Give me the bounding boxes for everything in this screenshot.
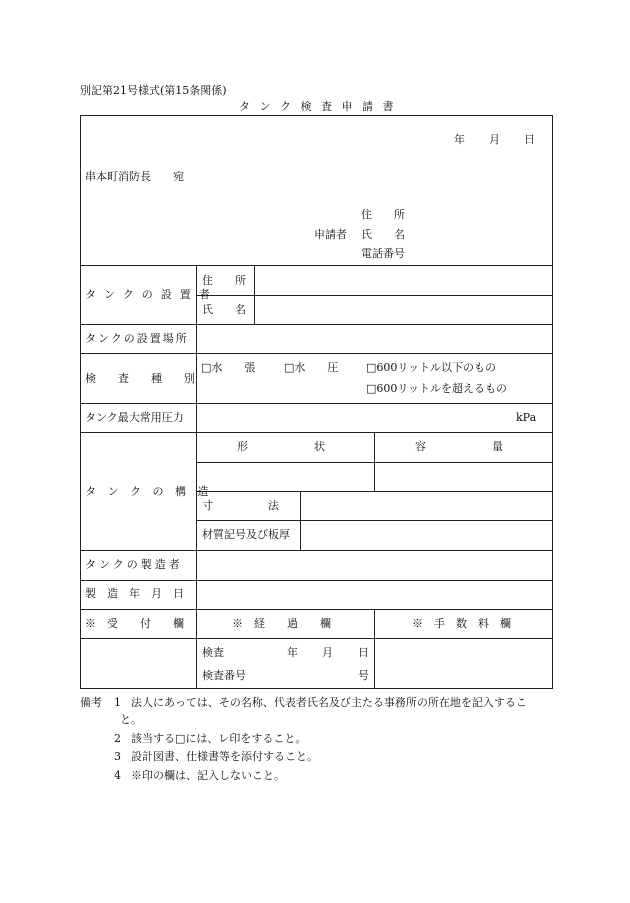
option-water-fill[interactable]: □水 張 (201, 361, 256, 374)
fee-header: ※ 手 数 料 欄 (412, 617, 511, 630)
pressure-unit: kPa (516, 411, 537, 424)
note-2-text: 該当する□には、レ印をすること。 (131, 732, 307, 745)
form-frame (80, 115, 553, 689)
applicant-phone-label: 電話番号 (361, 247, 405, 260)
form-reference: 別記第21号様式(第15条関係) (80, 84, 227, 97)
option-water-pressure[interactable]: □水 圧 (284, 361, 339, 374)
manufacturer-label: タンクの製造者 (85, 558, 183, 571)
note-1-continuation: と。 (120, 713, 142, 726)
capacity-header: 容 量 (415, 440, 503, 453)
note-2-number: 2 (114, 732, 121, 745)
inspection-number-suffix: 号 (358, 669, 369, 682)
installer-label: タンクの設置者 (85, 288, 218, 301)
applicant-label: 申請者 (314, 228, 347, 241)
note-4-text: ※印の欄は、記入しないこと。 (131, 769, 285, 782)
installer-name-label: 氏 名 (202, 303, 246, 316)
option-under-600[interactable]: □600リットル以下のもの (366, 361, 496, 374)
installer-address-label: 住 所 (202, 274, 246, 287)
dimensions-label: 寸 法 (202, 499, 279, 512)
inspection-type-label: 検 査 種 別 (85, 372, 195, 385)
note-1-number: 1 (114, 696, 121, 709)
location-label: タンクの設置場所 (85, 332, 189, 345)
applicant-name-label: 氏 名 (361, 228, 405, 241)
structure-label: タ ン ク の 構 造 (85, 485, 213, 498)
date-year-label: 年 (454, 133, 465, 146)
notes-label: 備考 (80, 696, 102, 709)
reception-header: ※ 受 付 欄 (85, 617, 184, 630)
material-label: 材質記号及び板厚 (202, 528, 290, 541)
note-1-text: 法人にあっては、その名称、代表者氏名及び主たる事務所の所在地を記入するこ (131, 696, 527, 709)
progress-header: ※ 経 過 欄 (232, 617, 331, 630)
date-day-label: 日 (524, 133, 535, 146)
inspection-month: 月 (322, 646, 333, 659)
addressee: 串本町消防長 宛 (85, 170, 184, 183)
manufacture-date-label: 製 造 年 月 日 (85, 587, 184, 600)
inspection-day: 日 (358, 646, 369, 659)
note-3-text: 設計図書、仕様書等を添付すること。 (131, 750, 318, 763)
applicant-address-label: 住 所 (361, 208, 405, 221)
date-month-label: 月 (489, 133, 500, 146)
max-pressure-label: タンク最大常用圧力 (85, 411, 184, 424)
note-4-number: 4 (114, 769, 121, 782)
inspection-number-label: 検査番号 (202, 669, 246, 682)
form-title: タ ン ク 検 査 申 請 書 (239, 100, 397, 113)
inspection-label: 検査 (202, 646, 224, 659)
option-over-600[interactable]: □600リットルを超えるもの (366, 382, 507, 395)
note-3-number: 3 (114, 750, 121, 763)
inspection-year: 年 (287, 646, 298, 659)
shape-header: 形 状 (237, 440, 325, 453)
